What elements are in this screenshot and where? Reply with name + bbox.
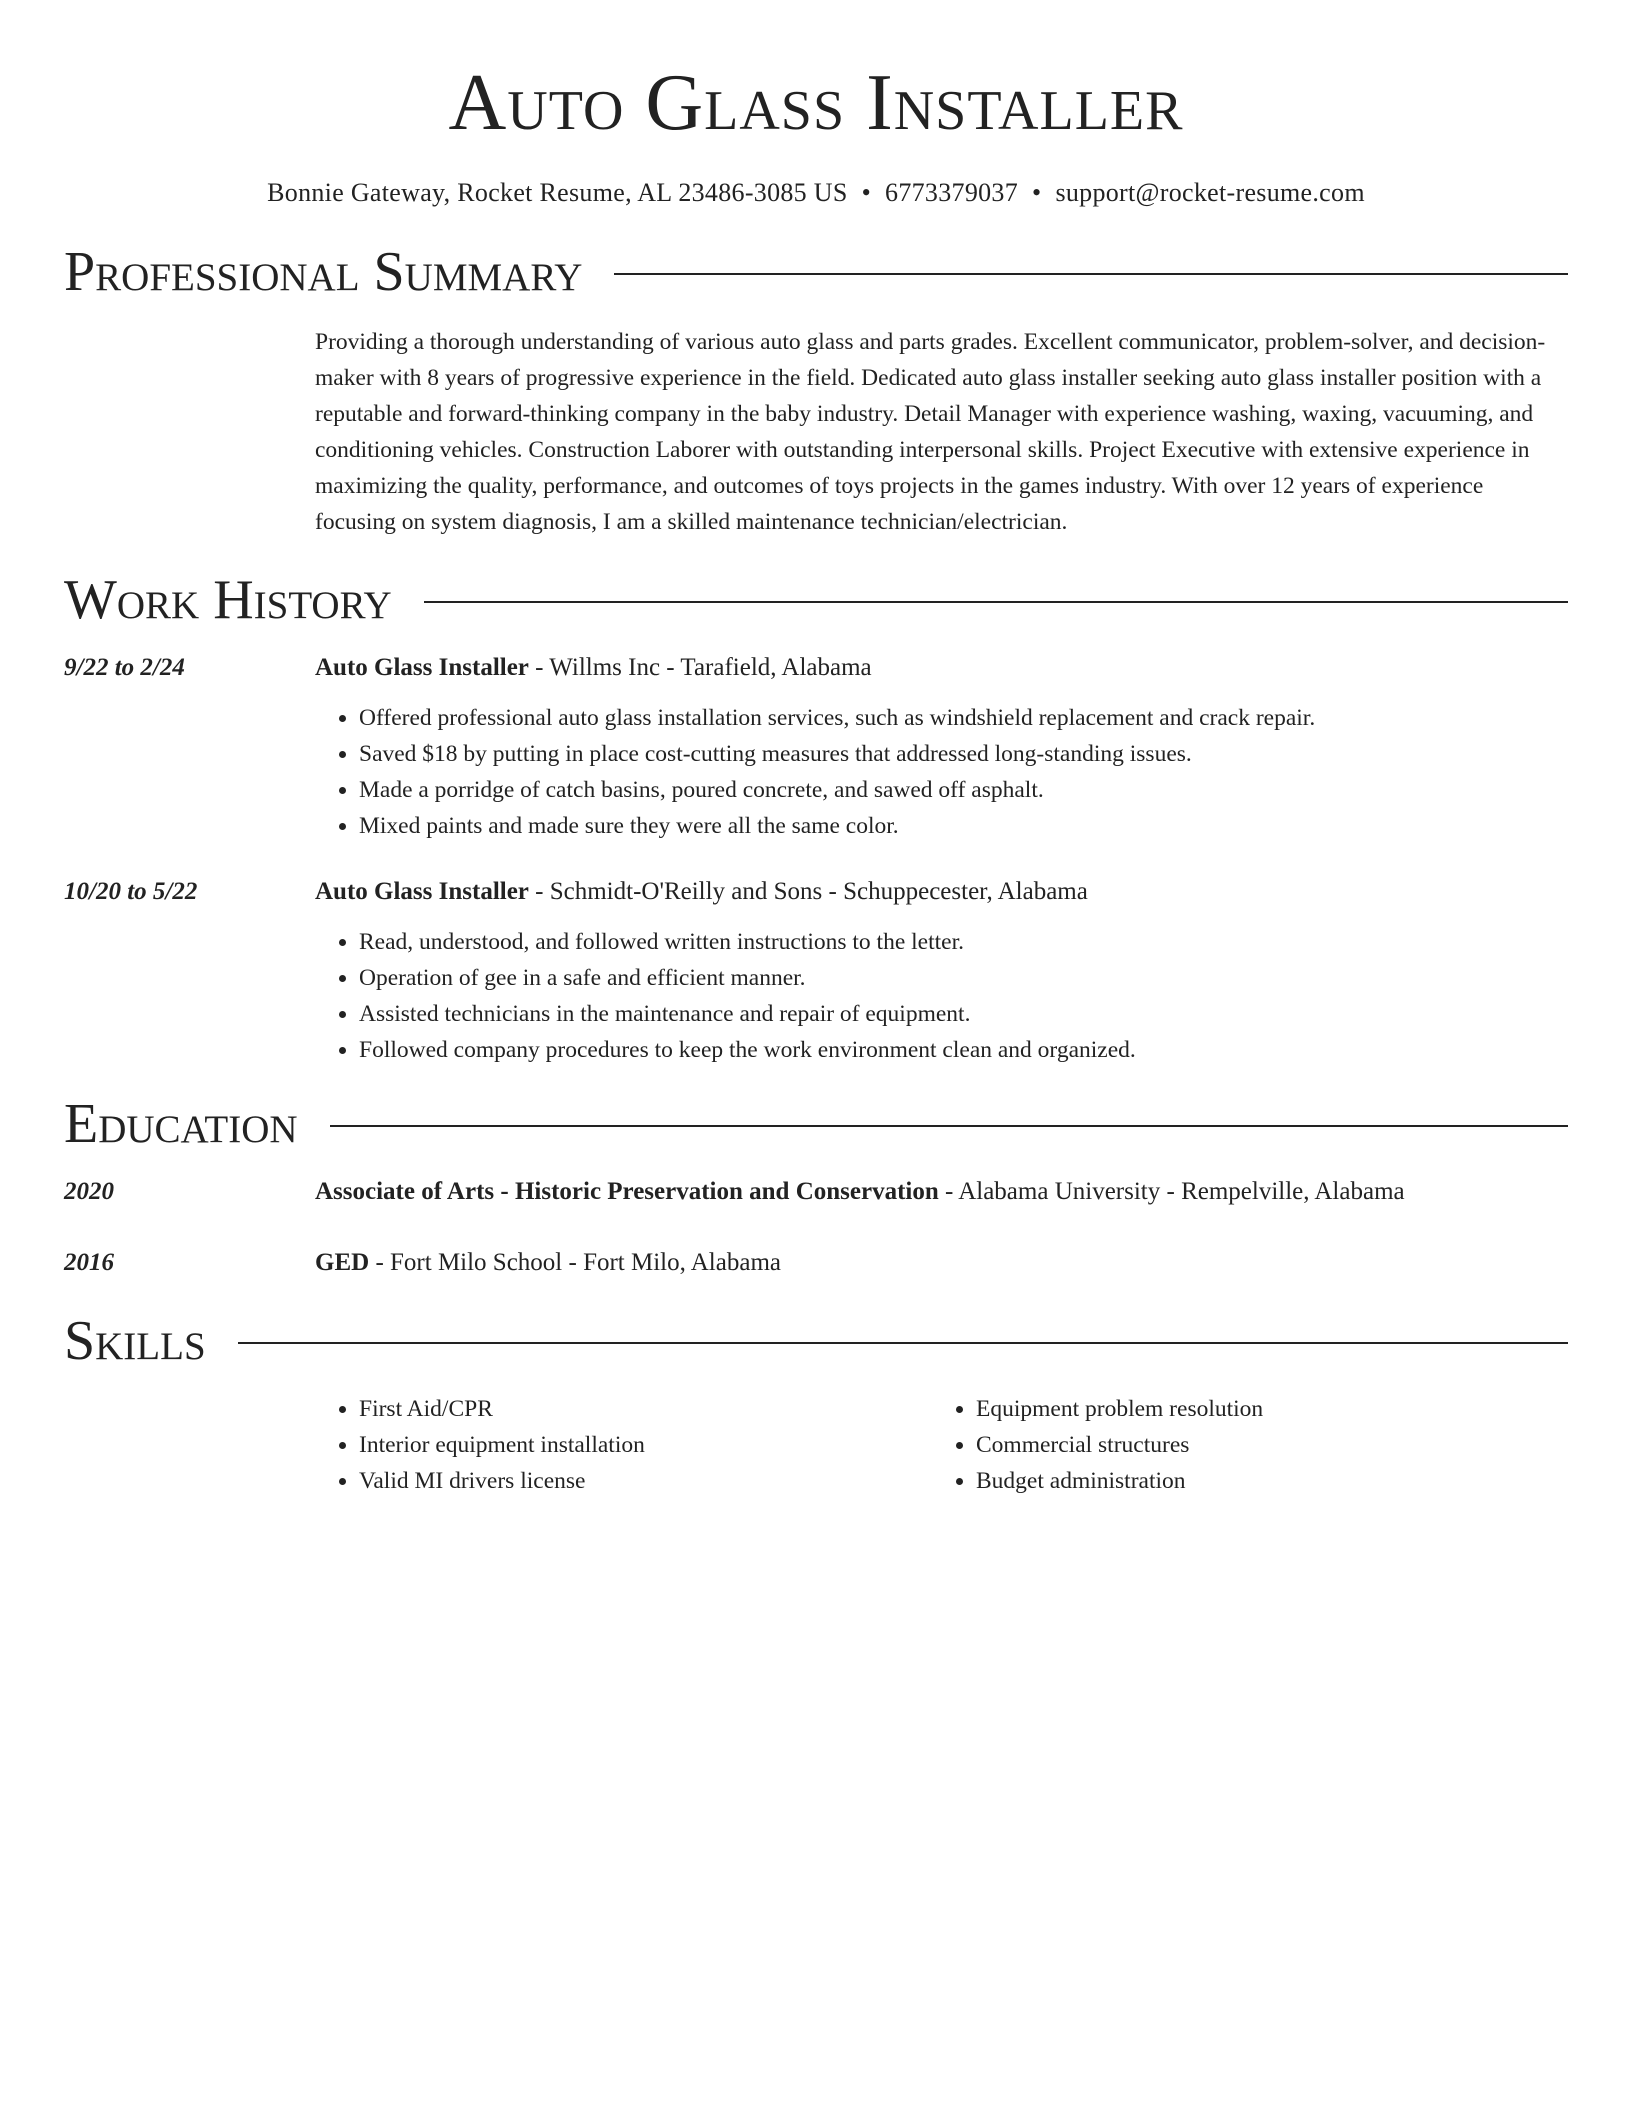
education-heading: Education (64, 1093, 298, 1155)
education-header (315, 1245, 1568, 1281)
resume-title: Auto Glass Installer (448, 59, 1184, 147)
skills-columns (315, 1391, 1568, 1499)
duty-item: • Saved $18 by putting in place cost-cutting measures that addressed long-standing issues. (359, 736, 1568, 772)
job-details: - Willms Inc - Tarafield, Alabama (528, 654, 872, 681)
job-dates: 10/20 to 5/22 (64, 878, 198, 905)
skills-heading: Skills (64, 1310, 206, 1372)
duty-item: • Mixed paints and made sure they were all the same color. (359, 808, 1568, 844)
work-heading: Work History (64, 569, 392, 631)
contact-email: support@rocket-resume.com (1055, 178, 1365, 207)
education-year: 2016 (64, 1249, 114, 1276)
education-body (315, 1174, 1568, 1210)
education-details: - Alabama University - Rempelville, Alabama (938, 1178, 1405, 1205)
skill-item: • Budget administration (976, 1463, 1549, 1499)
skill-item: • Valid MI drivers license (359, 1463, 932, 1499)
education-degree: Associate of Arts - Historic Preservation and Conservation (315, 1178, 939, 1205)
duty-item: • Operation of gee in a safe and efficient manner. (359, 960, 1568, 996)
education-section-header (64, 1092, 1568, 1156)
skill-item: • First Aid/CPR (359, 1391, 932, 1427)
skills-list-left (315, 1391, 932, 1499)
contact-phone: 6773379037 (885, 178, 1019, 207)
job-title: Auto Glass Installer (315, 878, 529, 905)
contact-line (64, 176, 1568, 210)
job-details: - Schmidt-O'Reilly and Sons - Schuppecester, Alabama (528, 878, 1088, 905)
job-entry (64, 650, 1568, 844)
education-entry (64, 1174, 1568, 1210)
section-divider (614, 273, 1568, 275)
education-details: - Fort Milo School - Fort Milo, Alabama (369, 1249, 781, 1276)
contact-address: Bonnie Gateway, Rocket Resume, AL 23486-3085 US (267, 178, 848, 207)
section-divider (330, 1125, 1568, 1127)
work-section-header (64, 568, 1568, 632)
job-header (315, 874, 1568, 910)
contact-separator: • (1032, 178, 1042, 207)
job-body (315, 874, 1568, 1068)
skill-item: • Commercial structures (976, 1427, 1549, 1463)
education-header (315, 1174, 1568, 1210)
duty-item: • Read, understood, and followed written instructions to the letter. (359, 924, 1568, 960)
job-dates: 9/22 to 2/24 (64, 654, 185, 681)
duty-item: • Offered professional auto glass installation services, such as windshield replacement and crack repair. (359, 700, 1568, 736)
skill-item: • Equipment problem resolution (976, 1391, 1549, 1427)
duty-item: • Followed company procedures to keep the work environment clean and organized. (359, 1032, 1568, 1068)
job-header (315, 650, 1568, 686)
job-duties (315, 700, 1568, 844)
education-body (315, 1245, 1568, 1281)
section-divider (238, 1342, 1568, 1344)
summary-text: Providing a thorough understanding of various auto glass and parts grades. Excellent communicator, problem-solver, and decision-maker with 8 years of progressive experience in the field. Dedicated auto glass installer seeking auto glass installer position with a reputable and forward-thinking company in the baby industry. Detail Manager with experience washing, waxing, vacuuming, and conditioning vehicles. Construction Laborer with outstanding interpersonal skills. Project Executive with extensive experience in maximizing the quality, performance, and outcomes of toys projects in the games industry. With over 12 years of experience focusing on system diagnosis, I am a skilled maintenance technician/electrician. (315, 329, 1546, 535)
summary-section-header (64, 240, 1568, 304)
job-duties (315, 924, 1568, 1068)
duty-item: • Assisted technicians in the maintenance and repair of equipment. (359, 996, 1568, 1032)
job-body (315, 650, 1568, 844)
education-degree: GED (315, 1249, 370, 1276)
education-year: 2020 (64, 1178, 114, 1205)
section-divider (424, 601, 1568, 603)
skills-section-header (64, 1309, 1568, 1373)
education-entry (64, 1245, 1568, 1281)
skills-list-right (932, 1391, 1549, 1499)
resume-page (64, 0, 1568, 1499)
summary-heading: Professional Summary (64, 241, 583, 303)
duty-item: • Made a porridge of catch basins, poured concrete, and sawed off asphalt. (359, 772, 1568, 808)
skill-item: • Interior equipment installation (359, 1427, 932, 1463)
job-title: Auto Glass Installer (315, 654, 529, 681)
job-entry (64, 874, 1568, 1068)
contact-separator: • (861, 178, 872, 207)
